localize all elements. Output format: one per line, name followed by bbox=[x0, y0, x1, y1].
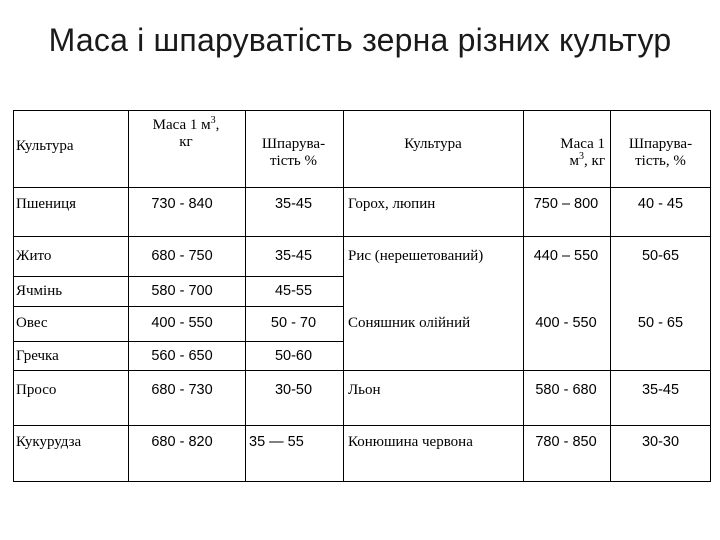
culture-cell: Кукурудза bbox=[16, 433, 82, 450]
porosity-cell: 50-65 bbox=[641, 247, 680, 264]
divider bbox=[14, 187, 710, 188]
divider bbox=[14, 370, 710, 371]
mass-cell: 580 - 680 bbox=[535, 381, 597, 398]
culture-cell: Льон bbox=[348, 381, 381, 398]
divider bbox=[14, 425, 710, 426]
mass-cell: 680 - 750 bbox=[151, 247, 213, 264]
mass-cell: 750 – 800 bbox=[533, 195, 599, 212]
porosity-cell: 45-55 bbox=[274, 282, 313, 299]
porosity-cell: 40 - 45 bbox=[637, 195, 684, 212]
divider bbox=[14, 306, 344, 307]
culture-cell: Соняшник олійний bbox=[348, 314, 471, 331]
header-mass-right: Маса 1 $м^3$, кг bbox=[560, 136, 605, 169]
culture-cell: Ячмінь bbox=[16, 282, 63, 299]
porosity-cell: 35-45 bbox=[641, 381, 680, 398]
mass-cell: 780 - 850 bbox=[535, 433, 597, 450]
divider bbox=[14, 341, 344, 342]
mass-cell: 560 - 650 bbox=[151, 347, 213, 364]
mass-cell: 400 - 550 bbox=[535, 314, 597, 331]
culture-cell: Горох, люпин bbox=[348, 195, 436, 212]
porosity-cell: 30-50 bbox=[274, 381, 313, 398]
page-title: Маса і шпаруватість зерна різних культур bbox=[48, 22, 672, 58]
mass-cell: 440 – 550 bbox=[533, 247, 599, 264]
culture-cell: Просо bbox=[16, 381, 57, 398]
culture-cell: Гречка bbox=[16, 347, 59, 364]
culture-cell: Пшениця bbox=[16, 195, 77, 212]
culture-cell: Жито bbox=[16, 247, 52, 264]
porosity-cell: 30-30 bbox=[641, 433, 680, 450]
mass-cell: 680 - 820 bbox=[151, 433, 213, 450]
mass-cell: 580 - 700 bbox=[151, 282, 213, 299]
porosity-cell: 50 - 70 bbox=[270, 314, 317, 331]
divider bbox=[14, 276, 344, 277]
culture-cell: Овес bbox=[16, 314, 48, 331]
header-porosity-left: Шпарува- тість % bbox=[261, 136, 326, 169]
porosity-cell: 35-45 bbox=[274, 195, 313, 212]
header-culture-left: Культура bbox=[16, 137, 74, 154]
mass-cell: 400 - 550 bbox=[151, 314, 213, 331]
mass-cell: 680 - 730 bbox=[151, 381, 213, 398]
header-culture-right: Культура bbox=[404, 135, 462, 152]
porosity-cell: 35 — 55 bbox=[249, 433, 304, 450]
divider bbox=[14, 236, 710, 237]
porosity-cell: 35-45 bbox=[274, 247, 313, 264]
mass-cell: 730 - 840 bbox=[151, 195, 213, 212]
porosity-cell: 50 - 65 bbox=[637, 314, 684, 331]
culture-cell: Рис (нерешетований) bbox=[348, 247, 484, 264]
header-mass-left: Маса 1 $м^3$, кг bbox=[152, 115, 220, 150]
header-porosity-right: Шпарува- тість, % bbox=[628, 136, 693, 169]
porosity-cell: 50-60 bbox=[274, 347, 313, 364]
culture-cell: Конюшина червона bbox=[348, 433, 473, 450]
